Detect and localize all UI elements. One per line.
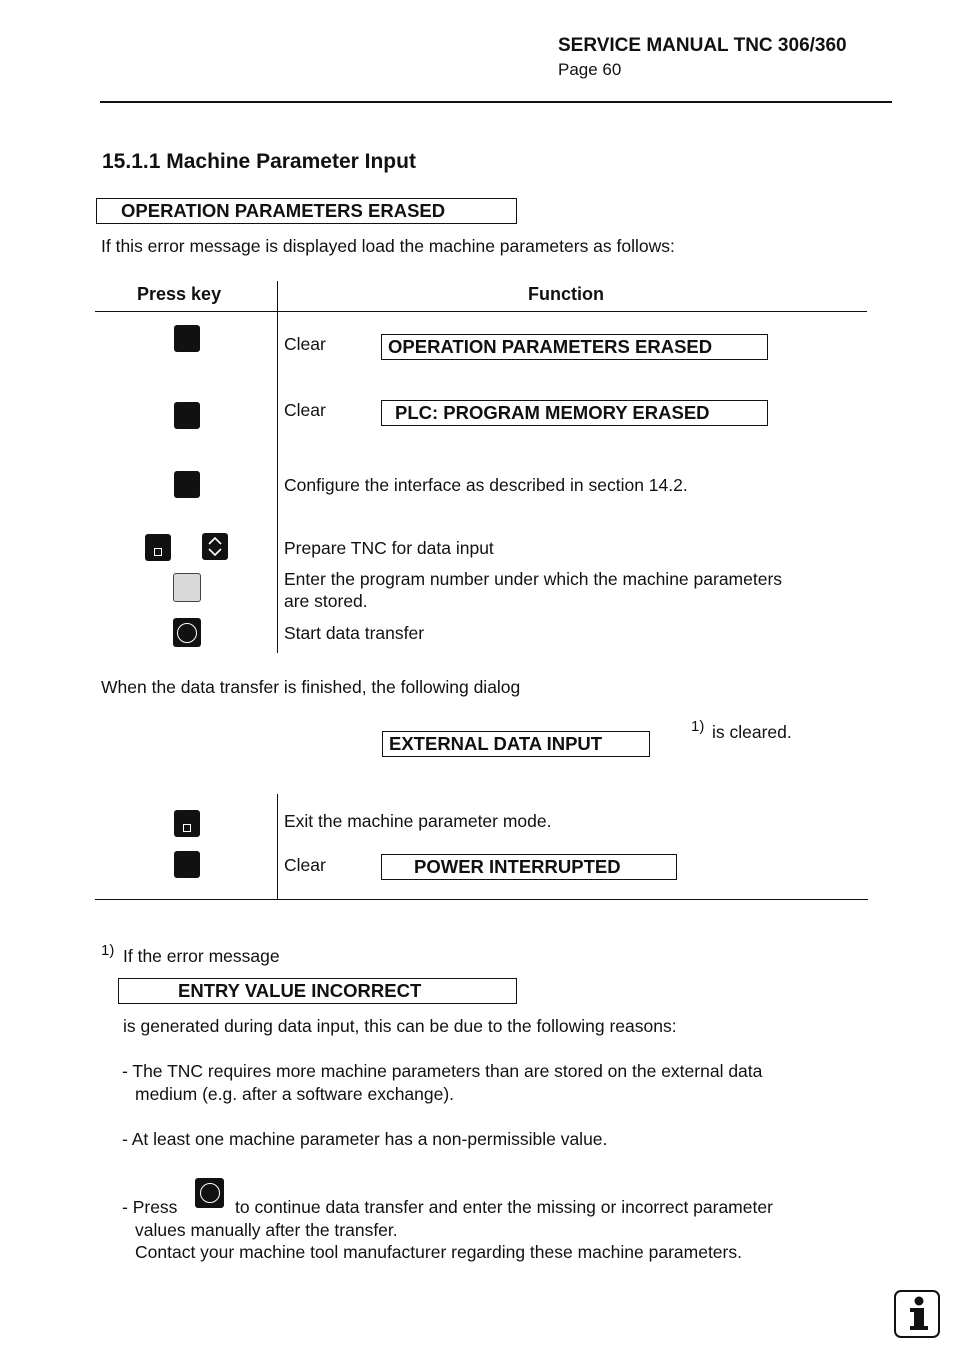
table-header-rule [95, 311, 867, 312]
reason-2: - At least one machine parameter has a non-permissible value. [122, 1129, 608, 1149]
table-divider [277, 794, 278, 899]
row-message-box: PLC: PROGRAM MEMORY ERASED [381, 400, 768, 426]
page-number: Page 60 [558, 60, 622, 79]
reason-3-press: - Press [122, 1197, 178, 1217]
footnote-generated: is generated during data input, this can be due to the following reasons: [123, 1016, 677, 1036]
transfer-finished-text: When the data transfer is finished, the following dialog [101, 677, 521, 697]
table-bottom-rule [95, 899, 868, 900]
reason-3-contact: Contact your machine tool manufacturer regarding these machine parameters. [135, 1242, 742, 1262]
square-icon [154, 548, 162, 556]
key-button[interactable] [174, 851, 200, 878]
start-key-button[interactable] [195, 1178, 224, 1208]
circle-icon [200, 1183, 220, 1203]
number-key-button[interactable] [173, 573, 201, 602]
footnote-marker: 1) [101, 942, 115, 959]
dialog-message-box: EXTERNAL DATA INPUT [382, 731, 650, 757]
info-icon [894, 1290, 940, 1338]
key-button[interactable] [174, 471, 200, 498]
intro-text: If this error message is displayed load the machine parameters as follows: [101, 236, 675, 256]
footnote-message-box: ENTRY VALUE INCORRECT [118, 978, 517, 1004]
key-button[interactable] [174, 325, 200, 352]
row-prefix: Clear [284, 855, 326, 875]
mode-key-button[interactable] [174, 810, 200, 837]
error-message-box: OPERATION PARAMETERS ERASED [96, 198, 517, 224]
row-prefix: Clear [284, 400, 326, 420]
manual-title: SERVICE MANUAL TNC 306/360 [558, 35, 847, 56]
reason-1-continued: medium (e.g. after a software exchange). [135, 1084, 455, 1104]
header-rule [100, 101, 892, 103]
row-prefix: Clear [284, 334, 326, 354]
section-heading: 15.1.1 Machine Parameter Input [102, 150, 416, 173]
square-icon [183, 824, 191, 832]
table-divider [277, 281, 278, 653]
row-text: Enter the program number under which the machine parameters [284, 569, 783, 589]
row-message-box: POWER INTERRUPTED [381, 854, 677, 880]
row-text: Start data transfer [284, 623, 425, 643]
footnote-lead: If the error message [123, 946, 280, 966]
footnote-marker: 1) [691, 718, 705, 735]
key-button[interactable] [174, 402, 200, 429]
diamond-key-button[interactable] [202, 533, 228, 560]
row-text: Prepare TNC for data input [284, 538, 494, 558]
row-text: Exit the machine parameter mode. [284, 811, 552, 831]
circle-icon [177, 623, 197, 643]
col-header-press-key: Press key [137, 284, 222, 304]
cleared-text: is cleared. [712, 722, 792, 742]
row-text-continued: are stored. [284, 591, 368, 611]
row-text: Configure the interface as described in section 14.2. [284, 475, 688, 495]
reason-1: - The TNC requires more machine parameters than are stored on the external data [122, 1061, 763, 1081]
mode-key-button[interactable] [145, 534, 171, 561]
info-glyph [896, 1292, 938, 1336]
row-message-box: OPERATION PARAMETERS ERASED [381, 334, 768, 360]
start-key-button[interactable] [173, 618, 201, 647]
diamond-icon [202, 533, 228, 560]
col-header-function: Function [528, 284, 604, 304]
reason-3: to continue data transfer and enter the missing or incorrect parameter [235, 1197, 773, 1217]
reason-3-continued: values manually after the transfer. [135, 1220, 398, 1240]
